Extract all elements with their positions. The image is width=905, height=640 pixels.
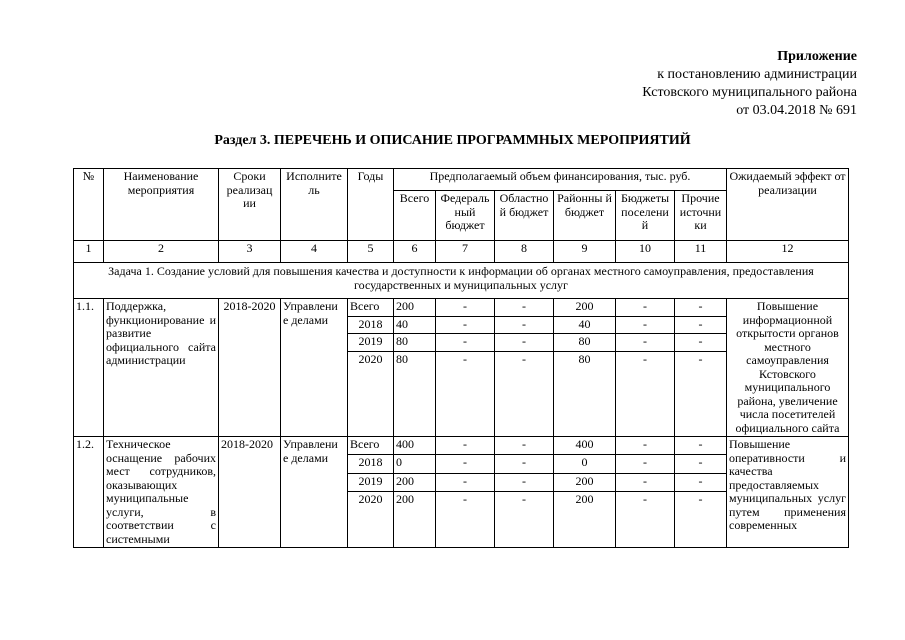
other-cell: - (675, 334, 727, 352)
item-terms: 2018-2020 (219, 437, 281, 548)
item-executor: Управлени е делами (281, 437, 348, 548)
district-cell: 40 (554, 316, 616, 334)
year-cell: 2018 (348, 455, 394, 473)
col-terms-header: Сроки реализац ии (219, 169, 281, 241)
total-cell: 40 (394, 316, 436, 334)
total-cell: 80 (394, 351, 436, 436)
other-cell: - (675, 455, 727, 473)
col-executor-header: Исполните ль (281, 169, 348, 241)
table-header-row (74, 169, 849, 191)
regional-cell: - (495, 473, 554, 491)
district-cell: 80 (554, 334, 616, 352)
col-number: 9 (554, 241, 616, 263)
col-regional-header: Областно й бюджет (495, 191, 554, 241)
settlement-cell: - (616, 491, 675, 547)
year-cell: Всего (348, 299, 394, 317)
settlement-cell: - (616, 455, 675, 473)
other-cell: - (675, 351, 727, 436)
regional-cell: - (495, 299, 554, 317)
col-number: 11 (675, 241, 727, 263)
appendix-title: Приложение (777, 49, 857, 64)
federal-cell: - (436, 491, 495, 547)
col-number: 1 (74, 241, 104, 263)
item-effect: Повышение информационной открытости органов местного самоуправления Кстовского муниципального района, увеличение числа посетителей официального сайта (727, 299, 849, 437)
year-cell: 2019 (348, 334, 394, 352)
col-district-header: Районны й бюджет (554, 191, 616, 241)
col-settlement-header: Бюджеты поселени й (616, 191, 675, 241)
settlement-cell: - (616, 316, 675, 334)
appendix-line-2: Кстовского муниципального района (642, 85, 857, 100)
col-years-header: Годы (348, 169, 394, 241)
item-number: 1.1. (74, 299, 104, 437)
col-funding-header: Предполагаемый объем финансирования, тыс. руб. (394, 169, 727, 191)
regional-cell: - (495, 316, 554, 334)
federal-cell: - (436, 316, 495, 334)
col-name-header: Наименование мероприятия (104, 169, 219, 241)
district-cell: 200 (554, 491, 616, 547)
other-cell: - (675, 299, 727, 317)
other-cell: - (675, 491, 727, 547)
col-number: 12 (727, 241, 849, 263)
table-row (74, 299, 849, 317)
section-title: Раздел 3. ПЕРЕЧЕНЬ И ОПИСАНИЕ ПРОГРАММНЫХ МЕРОПРИЯТИЙ (214, 133, 691, 148)
federal-cell: - (436, 299, 495, 317)
total-cell: 80 (394, 334, 436, 352)
col-total-header: Всего (394, 191, 436, 241)
settlement-cell: - (616, 334, 675, 352)
item-number: 1.2. (74, 437, 104, 548)
district-cell: 0 (554, 455, 616, 473)
col-number: 6 (394, 241, 436, 263)
regional-cell: - (495, 334, 554, 352)
appendix-header (642, 48, 857, 120)
year-cell: Всего (348, 437, 394, 455)
federal-cell: - (436, 455, 495, 473)
item-effect: Повышение оперативности и качества предоставляемых муниципальных услуг путем применения современных (727, 437, 849, 548)
item-executor: Управлени е делами (281, 299, 348, 437)
district-cell: 200 (554, 473, 616, 491)
year-cell: 2018 (348, 316, 394, 334)
federal-cell: - (436, 437, 495, 455)
regional-cell: - (495, 437, 554, 455)
col-federal-header: Федераль ный бюджет (436, 191, 495, 241)
other-cell: - (675, 473, 727, 491)
col-number: 10 (616, 241, 675, 263)
settlement-cell: - (616, 299, 675, 317)
col-number: 4 (281, 241, 348, 263)
col-num-header: № (74, 169, 104, 241)
federal-cell: - (436, 351, 495, 436)
federal-cell: - (436, 334, 495, 352)
table-row (74, 437, 849, 455)
district-cell: 200 (554, 299, 616, 317)
total-cell: 0 (394, 455, 436, 473)
column-number-row (74, 241, 849, 263)
regional-cell: - (495, 351, 554, 436)
total-cell: 200 (394, 473, 436, 491)
settlement-cell: - (616, 351, 675, 436)
item-name: Поддержка, функционирование и развитие официального сайта администрации (104, 299, 219, 437)
col-number: 2 (104, 241, 219, 263)
district-cell: 80 (554, 351, 616, 436)
regional-cell: - (495, 455, 554, 473)
total-cell: 200 (394, 299, 436, 317)
item-name: Техническое оснащение рабочих мест сотрудников, оказывающих муниципальные услуги, в соответствии с системными (104, 437, 219, 548)
col-number: 7 (436, 241, 495, 263)
appendix-line-3: от 03.04.2018 № 691 (736, 103, 857, 118)
year-cell: 2020 (348, 491, 394, 547)
col-number: 8 (495, 241, 554, 263)
col-number: 5 (348, 241, 394, 263)
item-terms: 2018-2020 (219, 299, 281, 437)
task-row (74, 263, 849, 299)
task-title: Задача 1. Создание условий для повышения качества и доступности к информации об органах местного самоуправления, предоставления государственных и муниципальных услуг (74, 263, 849, 299)
total-cell: 400 (394, 437, 436, 455)
measures-table (73, 168, 849, 548)
settlement-cell: - (616, 437, 675, 455)
col-effect-header: Ожидаемый эффект от реализации (727, 169, 849, 241)
other-cell: - (675, 437, 727, 455)
total-cell: 200 (394, 491, 436, 547)
col-other-header: Прочие источни ки (675, 191, 727, 241)
regional-cell: - (495, 491, 554, 547)
year-cell: 2020 (348, 351, 394, 436)
appendix-line-1: к постановлению администрации (657, 67, 857, 82)
year-cell: 2019 (348, 473, 394, 491)
federal-cell: - (436, 473, 495, 491)
other-cell: - (675, 316, 727, 334)
district-cell: 400 (554, 437, 616, 455)
col-number: 3 (219, 241, 281, 263)
settlement-cell: - (616, 473, 675, 491)
